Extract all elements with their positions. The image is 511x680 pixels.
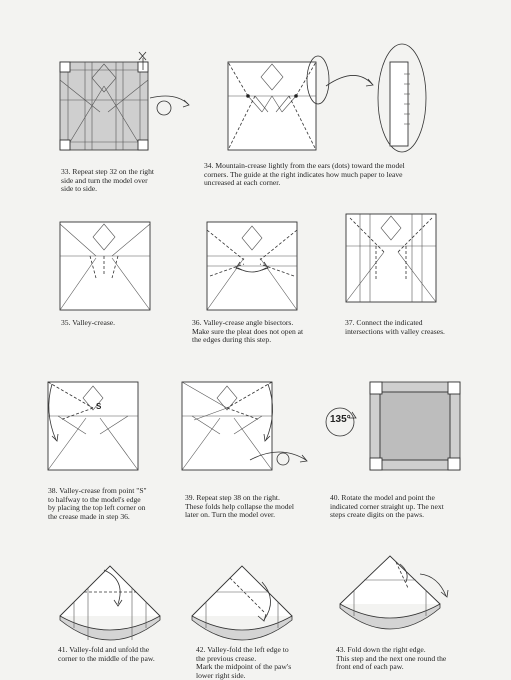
step-36-caption: 36. Valley-crease angle bisectors. Make sure the pleat does not open at the edges during this step. [192,318,304,345]
step-33-caption: 33. Repeat step 32 on the right side and turn the model over side to side. [61,167,155,194]
step-41-caption: 41. Valley-fold and unfold the corner to the middle of the paw. [58,645,155,663]
rotation-label: 135° [330,414,351,425]
step-43-caption: 43. Fold down the right edge. This step and the next one round the front end of each paw. [336,645,447,672]
step-35-caption: 35. Valley-crease. [61,318,116,327]
step-42-caption: 42. Valley-fold the left edge to the previous crease. Mark the midpoint of the paw's lower right side. [196,645,292,680]
step-40-caption: 40. Rotate the model and point the indicated corner straight up. The next steps create digits on the paws. [330,493,444,520]
step-37-caption: 37. Connect the indicated intersections with valley creases. [345,318,445,336]
step-39-caption: 39. Repeat step 38 on the right. These folds help collapse the model later on. Turn the model over. [185,493,295,520]
step-38-caption: 38. Valley-crease from point "S" to halfway to the model's edge by placing the top left corner on the crease made in step 36. [48,486,147,521]
point-s-label: S [96,402,102,411]
step-34-caption: 34. Mountain-crease lightly from the ears (dots) toward the model corners. The guide at the right indicates how much paper to leave uncreased at each corner. [204,161,405,188]
